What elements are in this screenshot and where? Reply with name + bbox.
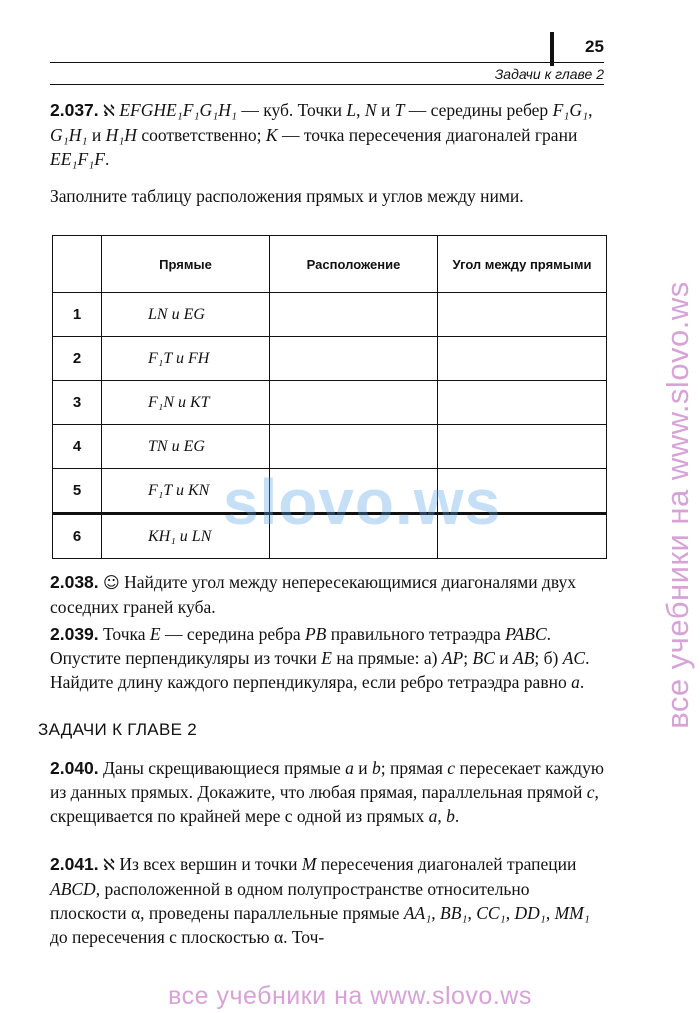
header-angle: Угол между прямыми xyxy=(438,236,607,293)
row-lines: TN и EG xyxy=(102,425,270,469)
problem-number: 2.038. xyxy=(50,572,99,592)
difficulty-icon: ℵ xyxy=(103,101,115,120)
row-angle-cell[interactable] xyxy=(438,425,607,469)
row-position-cell[interactable] xyxy=(270,337,438,381)
row-number: 1 xyxy=(53,293,102,337)
table-instruction: Заполните таблицу расположения прямых и углов между ними. xyxy=(50,186,524,206)
header-rule-bottom xyxy=(50,84,604,85)
problem-2039: 2.039. Точка E — середина ребра PB правильного тетраэдра PABC. Опустите перпендикуляры из точки E на прямые: а) AP; BC и AB; б) AC. Найдите длину каждого перпендикуляра, если ребро тетраэдра равно a. xyxy=(50,624,590,692)
problem-number: 2.040. xyxy=(50,758,99,778)
header-lines: Прямые xyxy=(102,236,270,293)
watermark-bottom-link[interactable]: все учебники на www.slovo.ws xyxy=(168,982,532,1010)
difficulty-icon: ℵ xyxy=(103,855,115,874)
table-row xyxy=(53,337,607,381)
row-lines: F₁T и KN xyxy=(102,469,270,514)
row-position-cell[interactable] xyxy=(270,381,438,425)
page-number: 25 xyxy=(585,37,604,56)
smiley-icon: ☺ xyxy=(103,573,120,592)
row-position-cell[interactable] xyxy=(270,293,438,337)
problem-number: 2.041. xyxy=(50,854,99,874)
header-position: Расположение xyxy=(270,236,438,293)
problem-number: 2.037. xyxy=(50,100,99,120)
table-row xyxy=(53,381,607,425)
problem-number: 2.039. xyxy=(50,624,99,644)
section-title: ЗАДАЧИ К ГЛАВЕ 2 xyxy=(38,720,197,739)
row-number: 5 xyxy=(53,469,102,514)
row-number: 2 xyxy=(53,337,102,381)
table-header-row xyxy=(53,236,607,293)
watermark-side: все учебники на www.slovo.ws xyxy=(660,281,695,729)
row-angle-cell[interactable] xyxy=(438,293,607,337)
problem-2038: 2.038. ☺ Найдите угол между непересекающимися диагоналями двух соседних граней куба. xyxy=(50,572,577,617)
row-position-cell[interactable] xyxy=(270,425,438,469)
row-number: 4 xyxy=(53,425,102,469)
row-lines: F₁T и FH xyxy=(102,337,270,381)
header-number xyxy=(53,236,102,293)
running-chapter-title: Задачи к главе 2 xyxy=(494,66,604,82)
row-number: 3 xyxy=(53,381,102,425)
row-number: 6 xyxy=(53,514,102,559)
problem-2040: 2.040. Даны скрещивающиеся прямые a и b; прямая c пересекает каждую из данных прямых. Докажите, что любая прямая, параллельная прямой c, скрещивается по крайней мере с одной из прямых a, b. xyxy=(50,758,604,826)
header-bar xyxy=(550,32,554,66)
header-rule xyxy=(50,62,604,63)
row-lines: LN и EG xyxy=(102,293,270,337)
problem-2041: 2.041. ℵ Из всех вершин и точки M пересечения диагоналей трапеции ABCD, расположенной в одном полупространстве относительно плоскости α, проведены параллельные прямые AA₁, BB₁, CC₁, DD₁, MM₁ до пересечения с плоскостью α. Точ- xyxy=(50,854,590,947)
row-angle-cell[interactable] xyxy=(438,381,607,425)
problem-2037: 2.037. ℵ EFGHE₁F₁G₁H₁ — куб. Точки L, N и T — середины ребер F₁G₁, G₁H₁ и H₁H соответственно; K — точка пересечения диагоналей грани EE₁F₁F. xyxy=(50,100,593,169)
table-row xyxy=(53,293,607,337)
table-row xyxy=(53,425,607,469)
row-lines: F₁N и KT xyxy=(102,381,270,425)
row-angle-cell[interactable] xyxy=(438,337,607,381)
row-lines: KH₁ и LN xyxy=(102,514,270,559)
watermark-center: slovo.ws xyxy=(222,466,502,538)
